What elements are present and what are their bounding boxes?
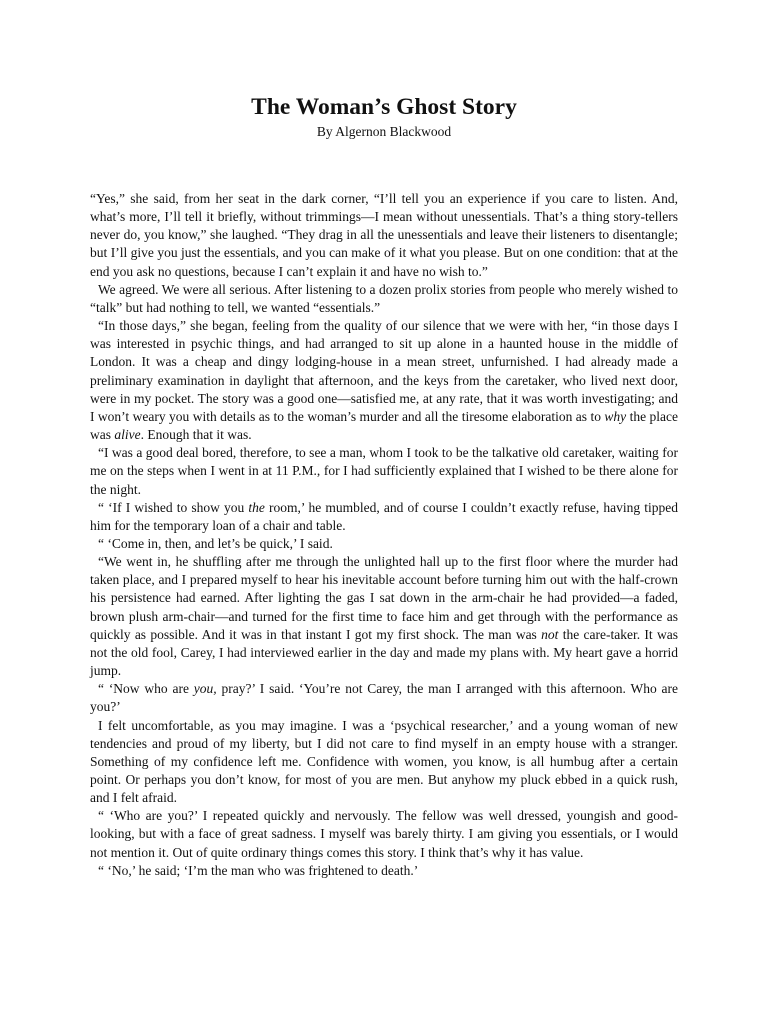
paragraph-text: . Enough that it was. [140, 427, 252, 443]
emphasis-text: not [541, 626, 559, 642]
body-paragraph [90, 317, 678, 444]
paragraph-text: “ ‘Come in, then, and let’s be quick,’ I said. [98, 535, 333, 551]
emphasis-text: you, [193, 681, 217, 697]
body-paragraph [90, 807, 678, 861]
body-paragraph [90, 680, 678, 716]
body-paragraph [90, 190, 678, 281]
paragraph-text: “I was a good deal bored, therefore, to see a man, whom I took to be the talkative old caretaker, waiting for me on the steps when I went in at 11 P.M., for I had sufficiently explained that I wished to be there alone for the night. [90, 445, 678, 497]
body-paragraph [90, 535, 678, 553]
body-paragraph [90, 281, 678, 317]
emphasis-text: the [248, 499, 265, 515]
body-paragraph [90, 499, 678, 535]
document-title: The Woman’s Ghost Story [251, 94, 517, 120]
paragraph-text: I felt uncomfortable, as you may imagine. I was a ‘psychical researcher,’ and a young woman of new tendencies and proud of my liberty, but I did not care to find myself in an empty house with a stranger. Something of my confidence left me. Confidence with women, you know, is all humbug after a certain point. Or perhaps you don’t know, for most of you are men. But anyhow my pluck ebbed in a quick rush, and I felt afraid. [90, 717, 678, 806]
body-paragraph [90, 553, 678, 680]
emphasis-text: why [604, 408, 627, 424]
body-paragraph [90, 717, 678, 808]
paragraph-text: the care-taker. It was not the old fool, Carey, I had interviewed earlier in the day and made my plans with. My heart gave a horrid jump. [90, 626, 678, 679]
paragraph-text: “ ‘No,’ he said; ‘I’m the man who was frightened to death.’ [98, 862, 419, 878]
paragraph-text: “ ‘If I wished to show you [98, 499, 249, 515]
paragraph-text: “ ‘Who are you?’ I repeated quickly and nervously. The fellow was well dressed, youngish and good-looking, but with a face of great sadness. I myself was barely thirty. I am giving you essentials, or I would not mention it. Out of quite ordinary things comes this story. I think that’s why it has value. [90, 808, 678, 860]
document-author: By Algernon Blackwood [316, 124, 452, 139]
body-paragraph [90, 862, 678, 880]
paragraph-text: “We went in, he shuffling after me through the unlighted hall up to the first floor where the murder had taken place, and I prepared myself to hear his inevitable account before turning him out with the half-crown his persistence had earned. After lighting the gas I sat down in the arm-chair he had provided—a faded, brown plush arm-chair—and turned for the first time to face him and get through with the performance as quickly as possible. And it was in that instant I got my first shock. The man was [90, 554, 678, 642]
paragraph-text: “ ‘Now who are [98, 681, 194, 697]
paragraph-text: pray?’ I said. ‘You’re not Carey, the man I arranged with this afternoon. Who are you?’ [90, 681, 678, 715]
body-paragraph [90, 444, 678, 498]
paragraph-text: “Yes,” she said, from her seat in the dark corner, “I’ll tell you an experience if you care to listen. And, what’s more, I’ll tell it briefly, without trimmings—I mean without unessentials. That’s a thing story-tellers never do, you know,” she laughed. “They drag in all the unessentials and leave their listeners to disentangle; but I’ll give you just the essentials, and you can make of it what you please. But on one condition: that at the end you ask no questions, because I can’t explain it and have no wish to.” [90, 191, 678, 279]
paragraph-text: the place was [90, 408, 678, 443]
paragraph-text: “In those days,” she began, feeling from the quality of our silence that we were with her, “in those days I was interested in psychic things, and had arranged to sit up alone in a haunted house in the middle of London. It was a cheap and dingy lodging-house in a mean street, unfurnished. I had already made a preliminary examination in daylight that afternoon, and the keys from the caretaker, who lived next door, were in my pocket. The story was a good one—satisfied me, at any rate, that it was worth investigating; and I won’t weary you with details as to the woman’s murder and all the tiresome elaboration as to [90, 318, 678, 424]
emphasis-text: alive [114, 427, 141, 443]
paragraph-text: We agreed. We were all serious. After listening to a dozen prolix stories from people who merely wished to “talk” but had nothing to tell, we wanted “essentials.” [90, 281, 678, 315]
paragraph-text: room,’ he mumbled, and of course I couldn’t exactly refuse, having tipped him for the temporary loan of a chair and table. [90, 499, 678, 533]
document-body [90, 190, 678, 880]
